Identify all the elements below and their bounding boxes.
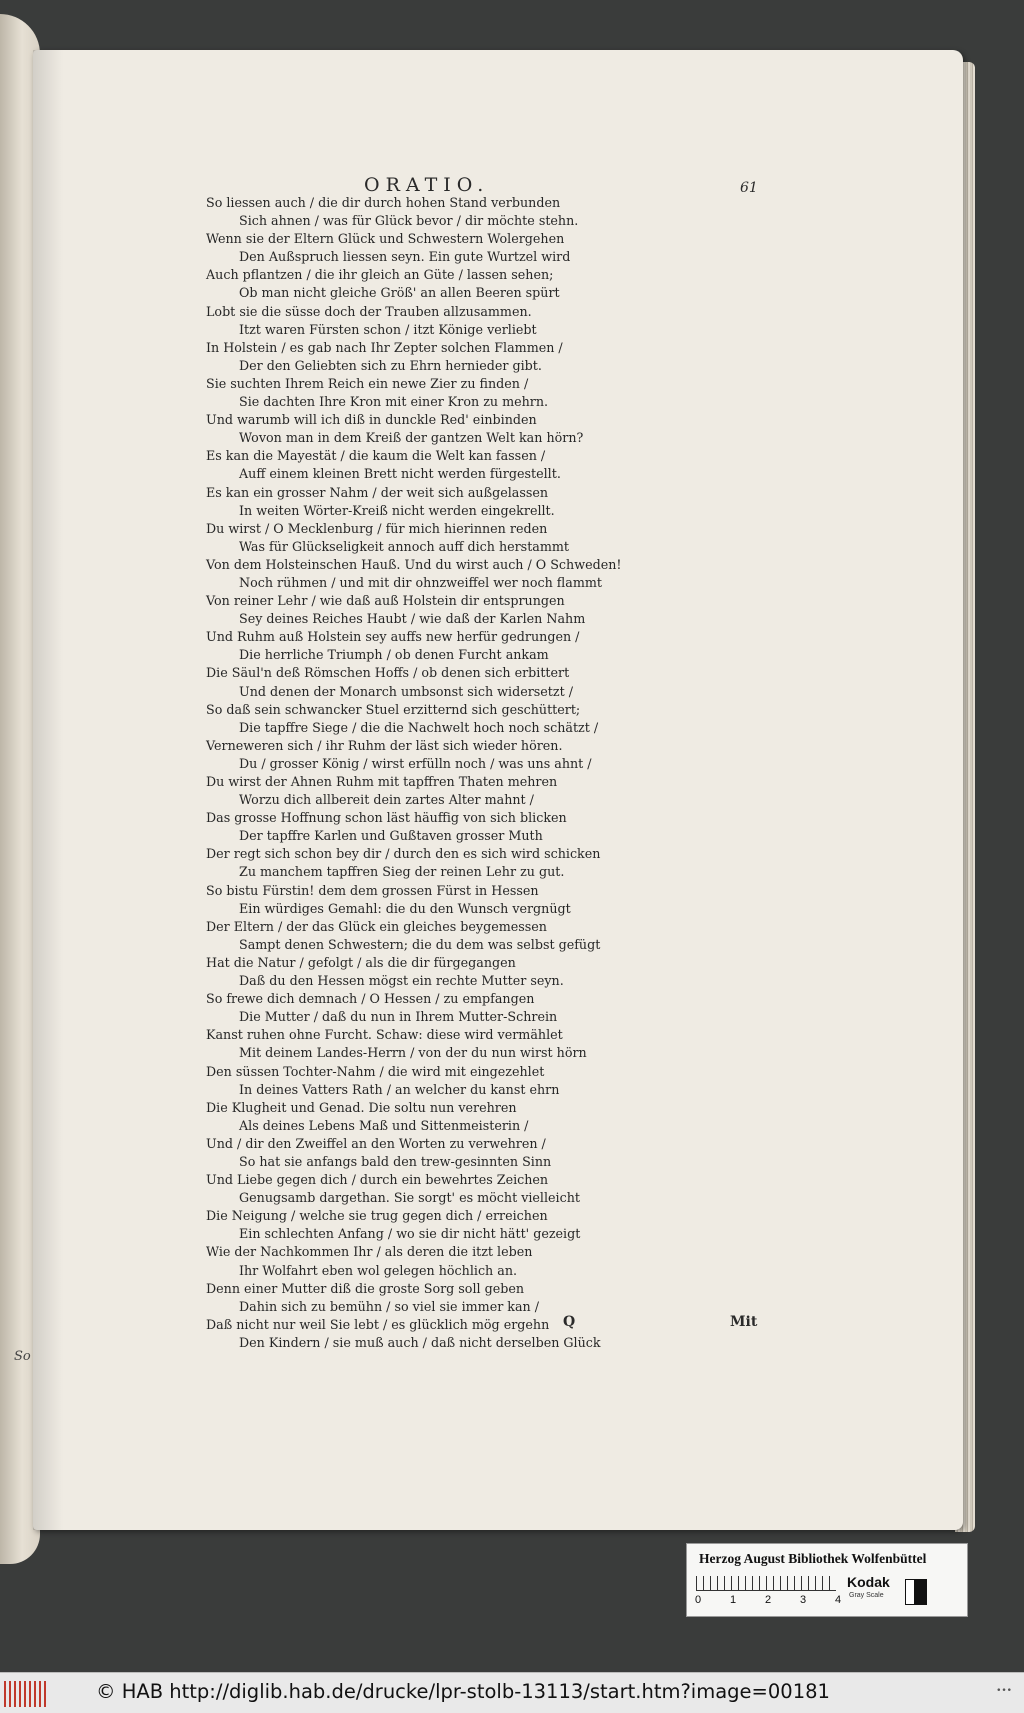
text-line: Du wirst der Ahnen Ruhm mit tapffren Thaten mehren	[206, 774, 558, 789]
text-line: Den Außspruch liessen seyn. Ein gute Wurtzel wird	[239, 249, 571, 265]
ruler-number: 2	[765, 1594, 772, 1606]
text-line: Die Mutter / daß du nun in Ihrem Mutter-Schrein	[239, 1009, 558, 1025]
kodak-logo: Kodak	[847, 1574, 890, 1590]
text-line: Als deines Lebens Maß und Sittenmeisterin /	[239, 1117, 529, 1133]
footer-corner-text: •••	[996, 1686, 1012, 1696]
text-line: Die herrliche Triumph / ob denen Furcht ankam	[239, 647, 549, 663]
text-line: Auch pflantzen / die ihr gleich an Güte / lassen sehen;	[206, 267, 554, 283]
facing-page-catchword: So	[14, 1349, 31, 1364]
text-line: So hat sie anfangs bald den trew-gesinnten Sinn	[239, 1153, 552, 1169]
text-line: Sie suchten Ihrem Reich ein newe Zier zu finden /	[206, 375, 529, 391]
running-header: ORATIO.	[364, 174, 490, 196]
text-line: In weiten Wörter-Kreiß nicht werden eingekrellt.	[239, 502, 555, 518]
page-number: 61	[740, 180, 758, 196]
text-line: Ihr Wolfahrt eben wol gelegen höchlich an.	[239, 1262, 518, 1278]
text-line: Wie der Nachkommen Ihr / als deren die itzt leben	[206, 1244, 533, 1260]
text-line: Wenn sie der Eltern Glück und Schwestern Wolergehen	[206, 231, 565, 247]
text-line: Noch rühmen / und mit dir ohnzweiffel wer noch flammt	[239, 574, 602, 590]
source-url[interactable]: © HAB http://diglib.hab.de/drucke/lpr-stolb-13113/start.htm?image=00181	[96, 1680, 830, 1703]
text-line: Ein schlechten Anfang / wo sie dir nicht hätt' gezeigt	[239, 1226, 581, 1242]
ruler-number: 4	[835, 1594, 842, 1606]
text-line: Ob man nicht gleiche Größ' an allen Beeren spürt	[239, 285, 560, 301]
text-line: Von reiner Lehr / wie daß auß Holstein dir entsprungen	[206, 593, 565, 609]
text-line: So daß sein schwancker Stuel erzitternd sich geschüttert;	[206, 701, 581, 717]
text-line: Mit deinem Landes-Herrn / von der du nun wirst hörn	[239, 1045, 587, 1061]
page-gutter-shadow	[33, 50, 63, 1530]
text-line: Die tapffre Siege / die die Nachwelt hoch noch schätzt /	[239, 719, 599, 735]
text-line: Daß nicht nur weil Sie lebt / es glücklich mög ergehn	[206, 1316, 550, 1332]
text-line: In deines Vatters Rath / an welcher du kanst ehrn	[239, 1081, 560, 1097]
text-line: Und Ruhm auß Holstein sey auffs new herfür gedrungen /	[206, 629, 580, 645]
text-line: Du wirst / O Mecklenburg / für mich hierinnen reden	[206, 520, 548, 536]
text-line: Verneweren sich / ihr Ruhm der läst sich wieder hören.	[206, 737, 563, 753]
text-line: Und / dir den Zweiffel an den Worten zu verwehren /	[206, 1135, 546, 1151]
text-line: Sampt denen Schwestern; die du dem was selbst gefügt	[239, 936, 601, 952]
text-line: Sey deines Reiches Haubt / wie daß der Karlen Nahm	[239, 611, 586, 627]
text-line: Es kan die Mayestät / die kaum die Welt kan fassen /	[206, 448, 546, 464]
ruler-number: 3	[800, 1594, 807, 1606]
text-line: Denn einer Mutter diß die groste Sorg soll geben	[206, 1280, 525, 1296]
gray-swatch	[905, 1579, 927, 1605]
text-line: Kanst ruhen ohne Furcht. Schaw: diese wird vermählet	[206, 1027, 563, 1043]
text-line: So liessen auch / die dir durch hohen Stand verbunden	[206, 195, 561, 210]
text-line: Der tapffre Karlen und Gußtaven grosser Muth	[239, 828, 543, 844]
text-line: Ein würdiges Gemahl: die du den Wunsch vergnügt	[239, 900, 571, 916]
ruler-number: 1	[730, 1594, 737, 1606]
text-line: Itzt waren Fürsten schon / itzt Könige verliebt	[239, 321, 537, 337]
text-line: Und warumb will ich diß in dunckle Red' einbinden	[206, 412, 537, 428]
ruler-scale	[696, 1576, 836, 1591]
catchword: Mit	[730, 1314, 758, 1330]
text-line: Du / grosser König / wirst erfülln noch / was uns ahnt /	[239, 755, 592, 771]
text-line: Den süssen Tochter-Nahm / die wird mit eingezehlet	[206, 1063, 545, 1079]
hab-logo-icon	[4, 1681, 46, 1707]
text-line: Von dem Holsteinschen Hauß. Und du wirst auch / O Schweden!	[206, 556, 622, 572]
text-line: Der den Geliebten sich zu Ehrn hernieder gibt.	[239, 357, 542, 373]
text-line: Den Kindern / sie muß auch / daß nicht derselben Glück	[239, 1334, 601, 1350]
text-line: Der Eltern / der das Glück ein gleiches beygemessen	[206, 918, 547, 934]
text-line: Der regt sich schon bey dir / durch den es sich wird schicken	[206, 846, 601, 862]
text-line: So bistu Fürstin! dem dem grossen Fürst in Hessen	[206, 882, 539, 898]
text-line: Wovon man in dem Kreiß der gantzen Welt kan hörn?	[239, 430, 584, 446]
footer-bar	[0, 1672, 1024, 1713]
gray-scale-label: Gray Scale	[849, 1592, 884, 1599]
text-line: Sie dachten Ihre Kron mit einer Kron zu mehrn.	[239, 394, 549, 410]
text-line: Hat die Natur / gefolgt / als die dir fürgegangen	[206, 954, 516, 970]
text-line: Die Säul'n deß Römschen Hoffs / ob denen sich erbittert	[206, 665, 570, 681]
text-line: Lobt sie die süsse doch der Trauben allzusammen.	[206, 303, 532, 319]
text-line: Auff einem kleinen Brett nicht werden fürgestellt.	[239, 466, 561, 482]
ruler-number: 0	[695, 1594, 702, 1606]
text-line: Zu manchem tapffren Sieg der reinen Lehr zu gut.	[239, 864, 565, 880]
color-reference-card	[686, 1543, 968, 1617]
text-line: Was für Glückseligkeit annoch auff dich herstammt	[239, 538, 570, 554]
poem-text-block	[206, 194, 676, 1352]
text-line: So frewe dich demnach / O Hessen / zu empfangen	[206, 991, 535, 1007]
library-name: Herzog August Bibliothek Wolfenbüttel	[699, 1551, 927, 1566]
signature-mark: Q	[563, 1314, 576, 1330]
text-line: Genugsamb dargethan. Sie sorgt' es möcht vielleicht	[239, 1190, 580, 1206]
text-line: Dahin sich zu bemühn / so viel sie immer kan /	[239, 1298, 540, 1314]
text-line: Und Liebe gegen dich / durch ein bewehrtes Zeichen	[206, 1172, 549, 1188]
text-line: Es kan ein grosser Nahm / der weit sich außgelassen	[206, 484, 549, 500]
text-line: Das grosse Hoffnung schon läst häuffig von sich blicken	[206, 810, 567, 826]
text-line: Sich ahnen / was für Glück bevor / dir möchte stehn.	[239, 213, 579, 229]
text-line: Die Klugheit und Genad. Die soltu nun verehren	[206, 1099, 517, 1115]
text-line: Daß du den Hessen mögst ein rechte Mutter seyn.	[239, 973, 564, 989]
text-line: Und denen der Monarch umbsonst sich widersetzt /	[239, 683, 573, 699]
text-line: Worzu dich allbereit dein zartes Alter mahnt /	[239, 792, 534, 808]
text-line: Die Neigung / welche sie trug gegen dich / erreichen	[206, 1208, 548, 1224]
text-line: In Holstein / es gab nach Ihr Zepter solchen Flammen /	[206, 339, 563, 355]
